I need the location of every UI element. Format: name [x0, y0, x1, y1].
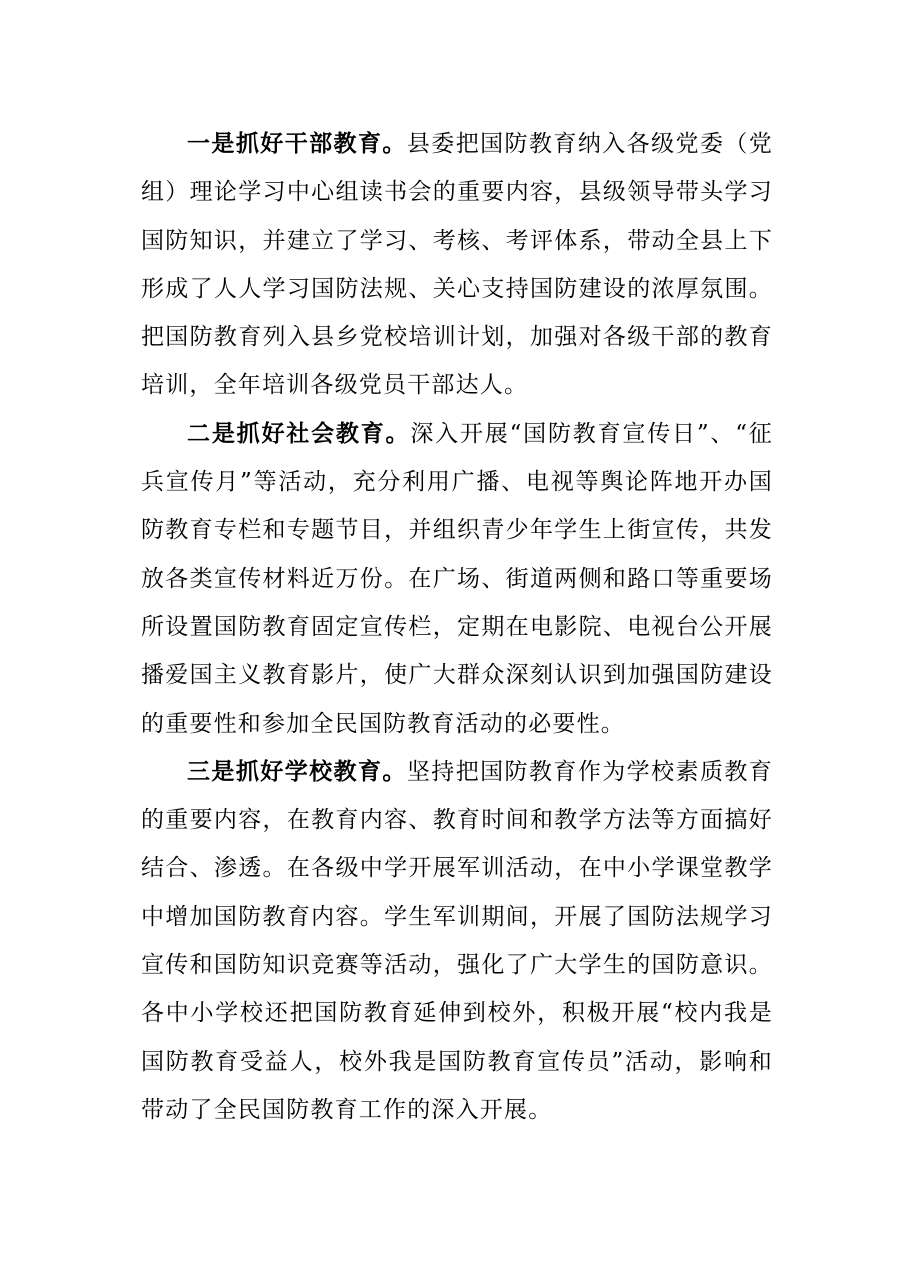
paragraph-cadre-education: [141, 120, 773, 410]
paragraph-social-education: [141, 410, 773, 748]
paragraph-text: 坚持把国防教育作为学校素质教育的重要内容，在教育内容、教育时间和教学方法等方面搞好结合、渗透。在各级中学开展军训活动，在中小学课堂教学中增加国防教育内容。学生军训期间，开展了国防法规学习宣传和国防知识竞赛等活动，强化了广大学生的国防意识。各中小学校还把国防教育延伸到校外，积极开展“校内我是国防教育受益人，校外我是国防教育宣传员”活动，影响和带动了全民国防教育工作的深入开展。: [141, 758, 774, 1123]
paragraph-lead: 一是抓好干部教育。: [187, 130, 407, 157]
paragraph-school-education: [141, 748, 773, 1134]
paragraph-text: 深入开展“国防教育宣传日”、“征兵宣传月”等活动，充分利用广播、电视等舆论阵地开办国防教育专栏和专题节目，并组织青少年学生上街宣传，共发放各类宣传材料近万份。在广场、街道两侧和路口等重要场所设置国防教育固定宣传栏，定期在电影院、电视台公开展播爱国主义教育影片，使广大群众深刻认识到加强国防建设的重要性和参加全民国防教育活动的必要性。: [141, 420, 773, 737]
paragraph-lead: 三是抓好学校教育。: [187, 757, 407, 785]
paragraph-lead: 二是抓好社会教育。: [187, 419, 411, 447]
paragraph-text: 县委把国防教育纳入各级党委（党组）理论学习中心组读书会的重要内容，县级领导带头学习国防知识，并建立了学习、考核、考评体系，带动全县上下形成了人人学习国防法规、关心支持国防建设的浓厚氛围。把国防教育列入县乡党校培训计划，加强对各级干部的教育培训，全年培训各级党员干部达人。: [141, 131, 774, 399]
document-body: [141, 120, 773, 1134]
